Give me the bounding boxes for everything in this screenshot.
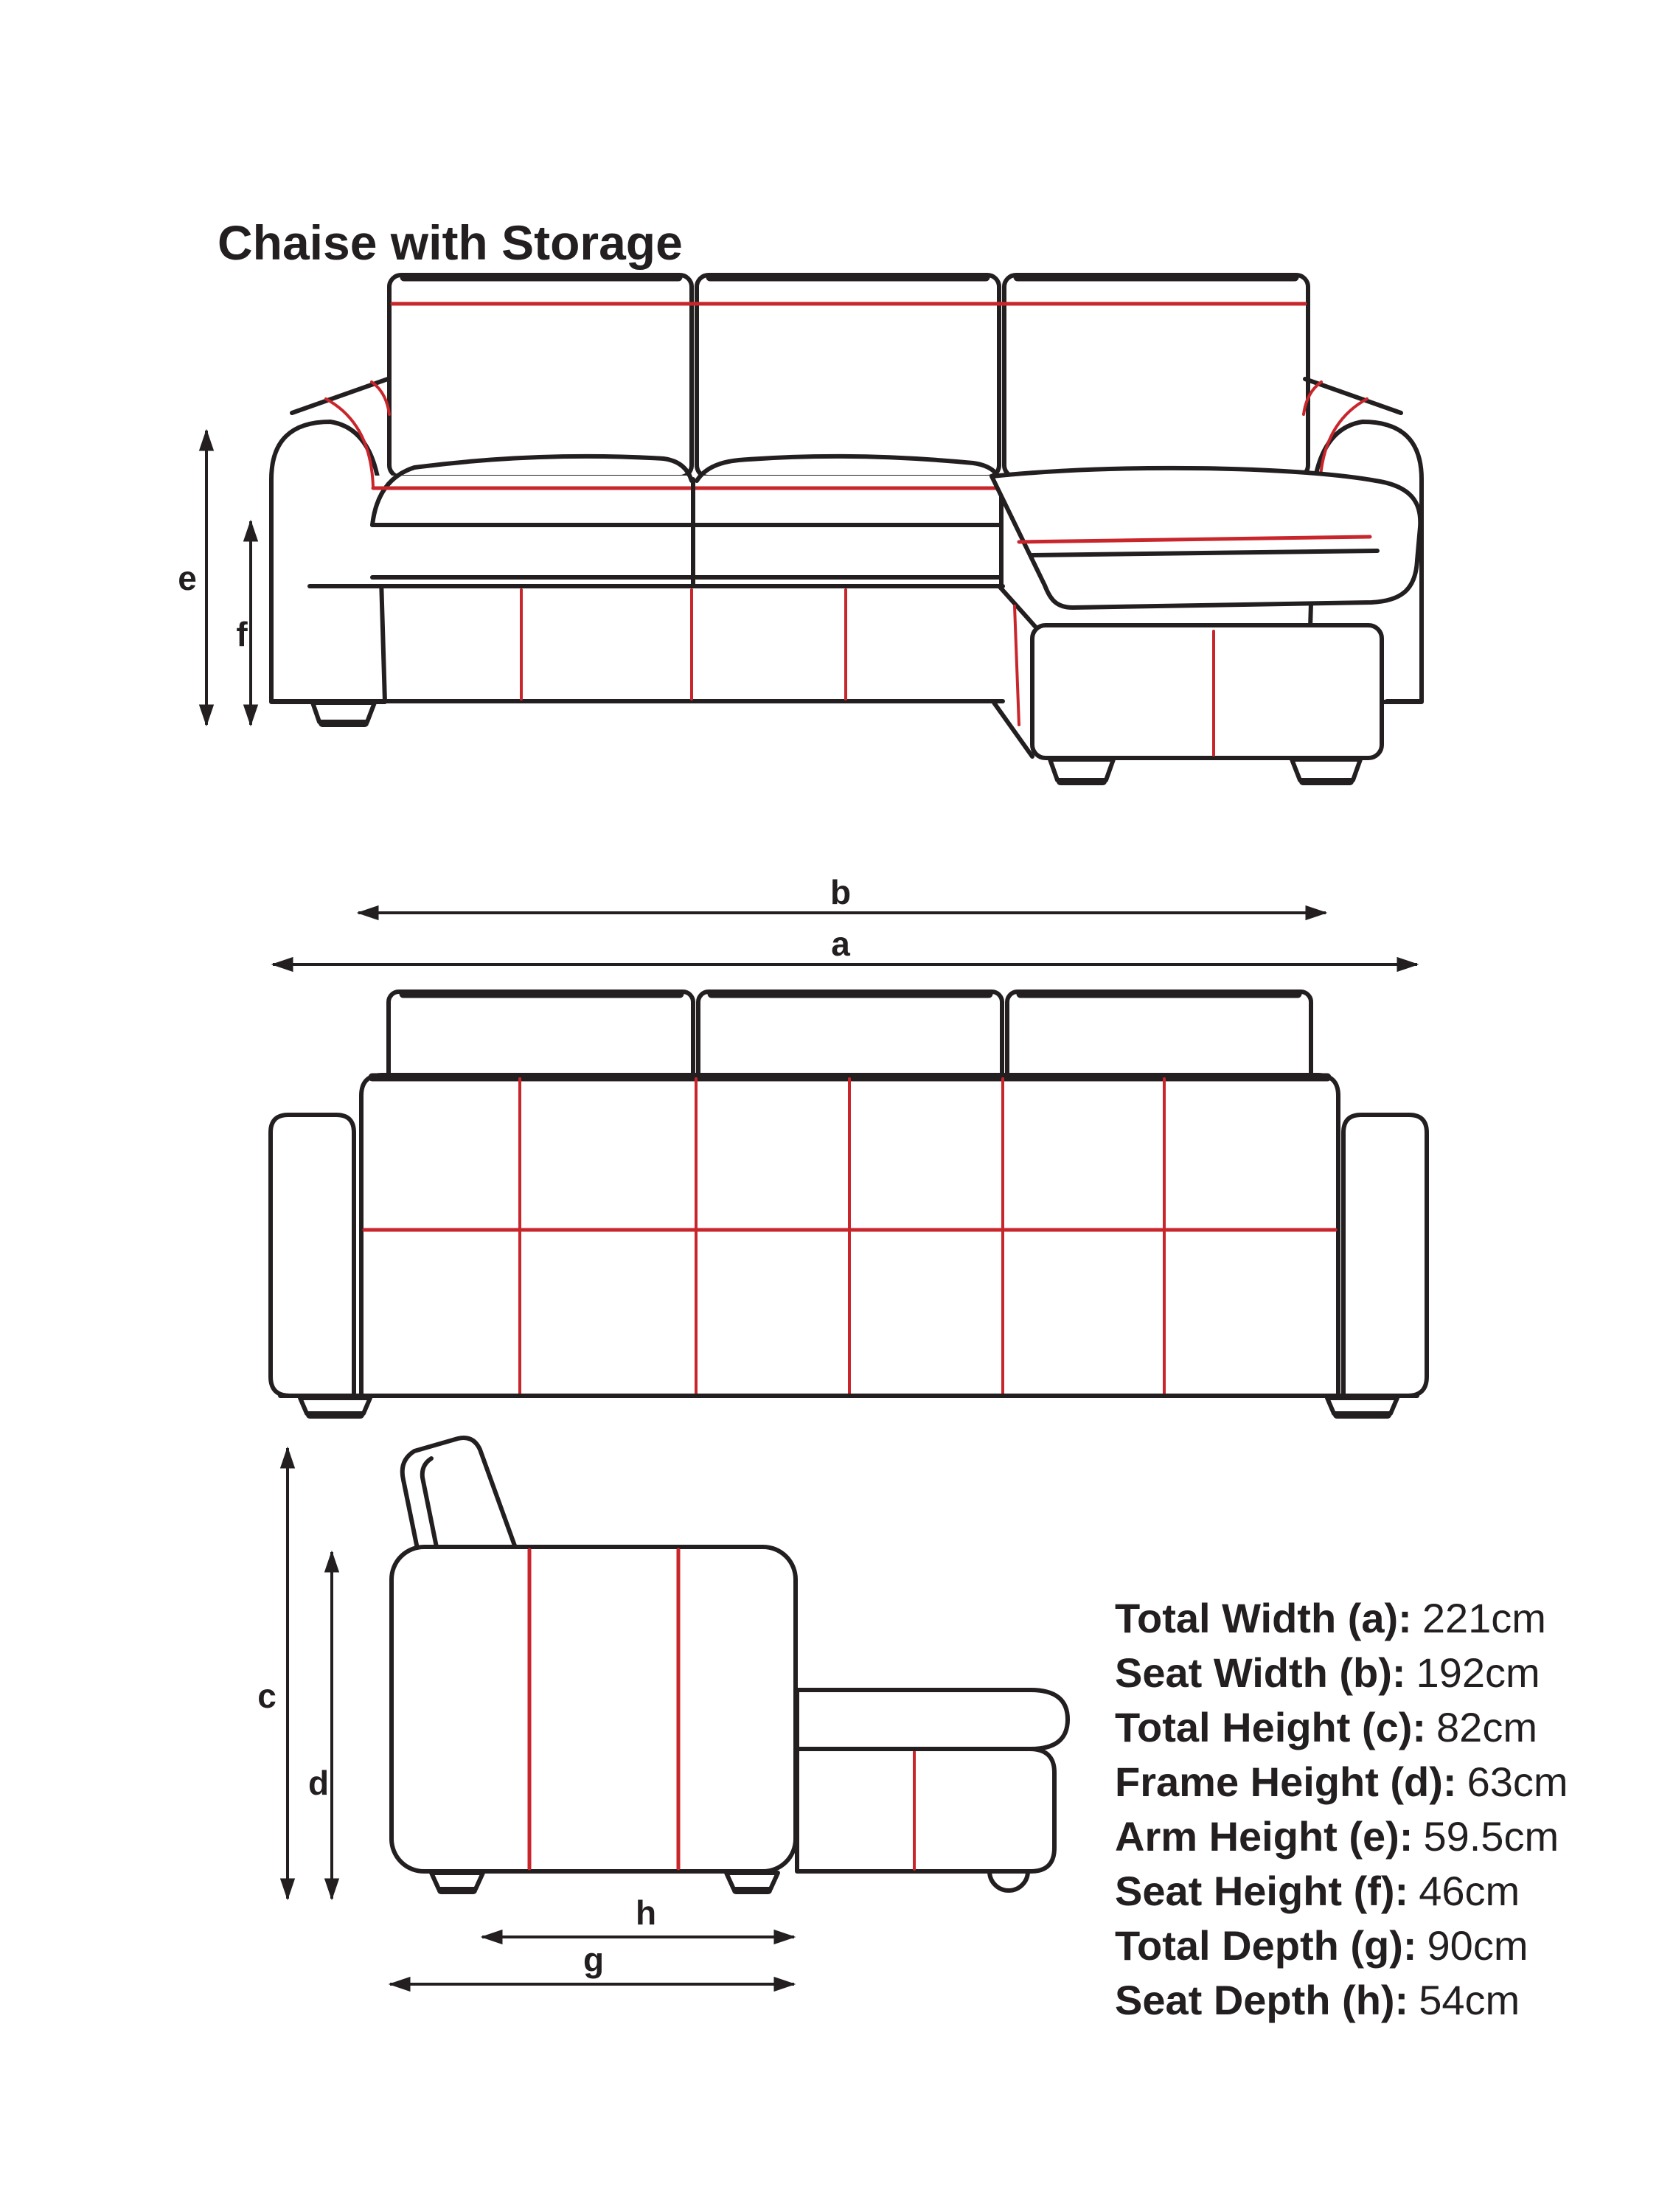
spec-row <box>1115 1646 1568 1700</box>
spec-value: 54cm <box>1419 1977 1520 2023</box>
spec-row <box>1115 1809 1568 1864</box>
side-body <box>392 1547 796 1871</box>
back-right-arm <box>1343 1115 1427 1396</box>
chaise-side-slant <box>999 586 1037 628</box>
dim-label-h: h <box>635 1893 657 1932</box>
spec-label: Arm Height (e): <box>1115 1813 1413 1860</box>
spec-row <box>1115 1700 1568 1755</box>
dim-label-d: d <box>307 1764 330 1802</box>
spec-value: 46cm <box>1419 1868 1520 1914</box>
dim-label-b: b <box>830 873 852 911</box>
side-chaise-cushion <box>797 1690 1068 1749</box>
dim-label-a: a <box>831 925 850 963</box>
chaise-side-slant <box>994 703 1032 757</box>
front-left-foot <box>313 703 375 722</box>
spec-label: Total Width (a): <box>1115 1595 1412 1641</box>
side-view <box>257 1438 1068 1984</box>
spec-row <box>1115 1591 1568 1646</box>
side-foot <box>726 1873 778 1889</box>
dim-label-c: c <box>257 1677 276 1715</box>
back-view <box>271 873 1427 1415</box>
spec-value: 90cm <box>1427 1922 1528 1969</box>
back-right-foot <box>1327 1398 1397 1413</box>
spec-row <box>1115 1755 1568 1809</box>
spec-row <box>1115 1919 1568 1973</box>
side-chaise-box <box>797 1749 1054 1871</box>
front-left-arm <box>271 422 385 702</box>
spec-value: 192cm <box>1416 1649 1540 1696</box>
side-foot <box>431 1873 483 1889</box>
spec-label: Total Depth (g): <box>1115 1922 1417 1969</box>
side-back-cushion <box>403 1438 518 1556</box>
spec-row <box>1115 1864 1568 1919</box>
chaise-storage-box <box>1032 625 1382 758</box>
measurement-list <box>1115 1591 1568 2028</box>
chaise-slant-stitch <box>1015 606 1019 725</box>
spec-label: Frame Height (d): <box>1115 1759 1457 1805</box>
spec-label: Seat Width (b): <box>1115 1649 1406 1696</box>
back-left-arm <box>271 1115 354 1396</box>
dim-label-g: g <box>582 1941 605 1979</box>
front-view <box>178 275 1422 782</box>
spec-value: 82cm <box>1436 1704 1537 1750</box>
spec-label: Total Height (c): <box>1115 1704 1427 1750</box>
back-left-foot <box>300 1398 370 1413</box>
dim-label-f: f <box>236 615 248 653</box>
chaise-foot <box>1050 759 1113 780</box>
dim-label-e: e <box>178 559 197 597</box>
spec-label: Seat Height (f): <box>1115 1868 1409 1914</box>
chaise-foot <box>1292 759 1360 780</box>
spec-value: 221cm <box>1422 1595 1546 1641</box>
arm-stitch-arc <box>372 382 389 414</box>
spec-value: 63cm <box>1467 1759 1568 1805</box>
diagram-title: Chaise with Storage <box>218 215 683 270</box>
spec-value: 59.5cm <box>1423 1813 1559 1860</box>
spec-label: Seat Depth (h): <box>1115 1977 1409 2023</box>
spec-row <box>1115 1973 1568 2028</box>
seat-fill <box>375 476 1003 585</box>
